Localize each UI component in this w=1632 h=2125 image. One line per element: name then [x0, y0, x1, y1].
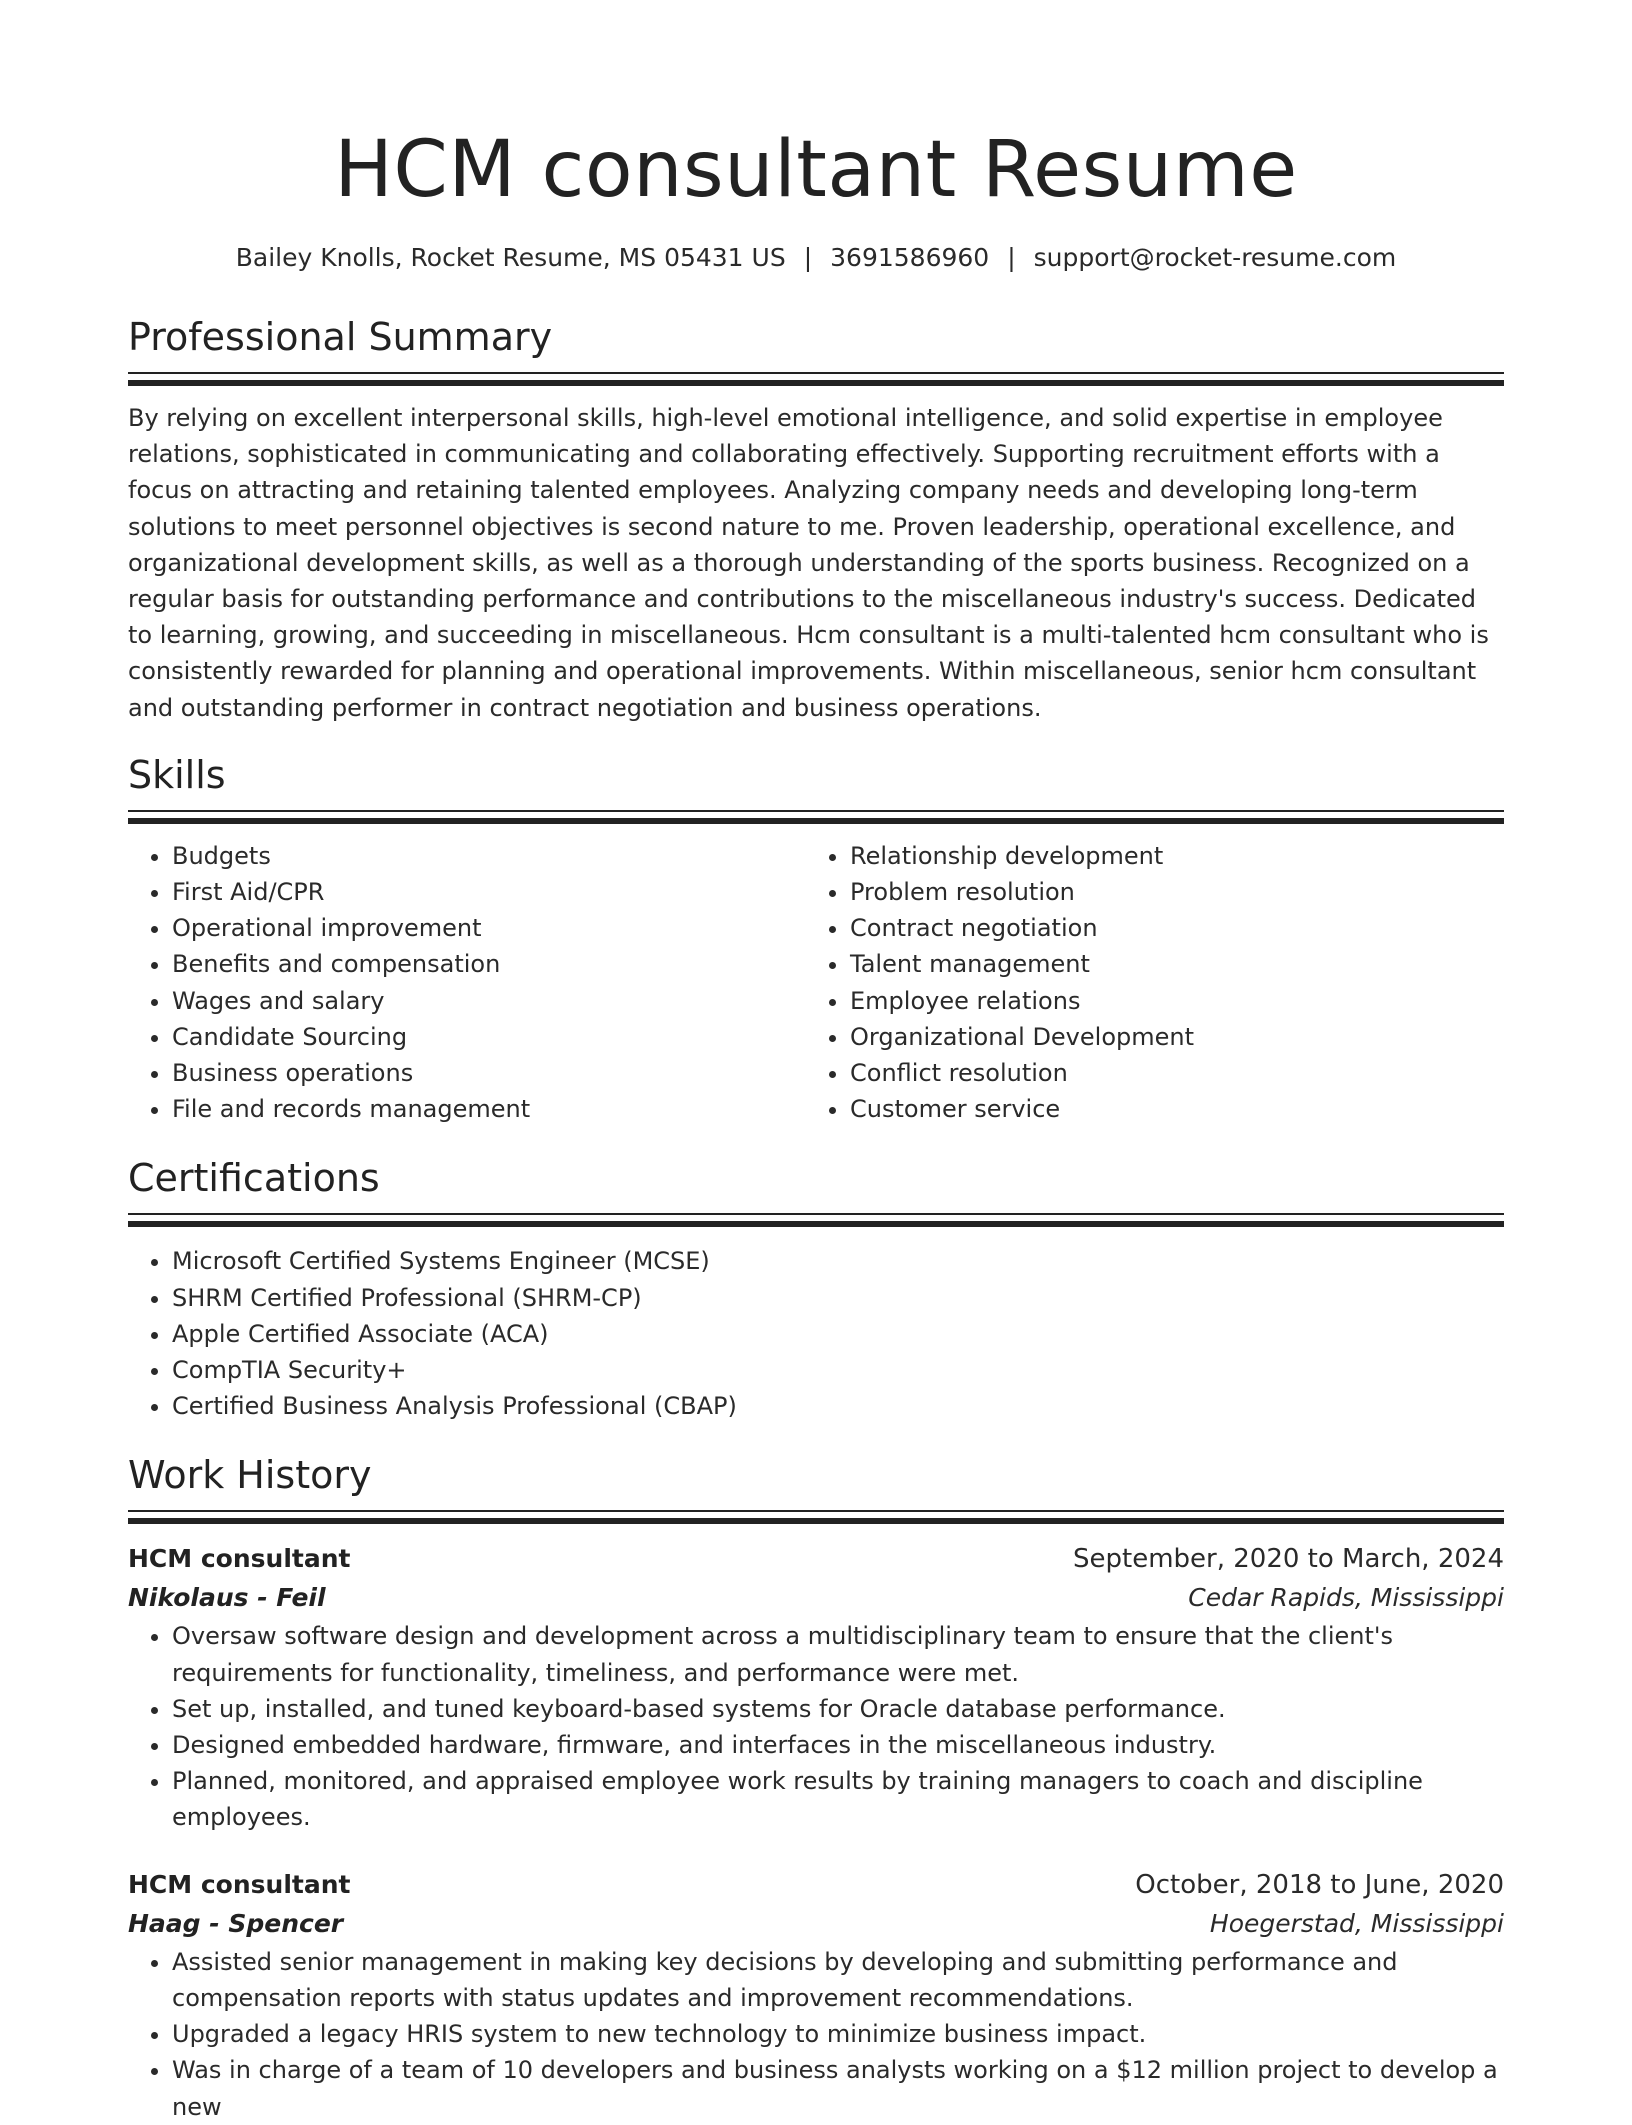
section-rule-thin [128, 1213, 1504, 1215]
skill-item: • Candidate Sourcing [172, 1019, 806, 1055]
job-header-row [128, 1540, 1504, 1578]
skills-grid [128, 838, 1504, 1128]
resume-page [128, 118, 1504, 2125]
section-rule-thin [128, 1510, 1504, 1512]
skill-item: • Contract negotiation [850, 910, 1484, 946]
certification-item: • CompTIA Security+ [172, 1352, 1504, 1388]
job-header-row [128, 1866, 1504, 1904]
certification-item: • Microsoft Certified Systems Engineer (MCSE) [172, 1243, 1504, 1279]
job-title: HCM consultant [128, 1544, 351, 1574]
skill-item: • Wages and salary [172, 983, 806, 1019]
skill-item: • Organizational Development [850, 1019, 1484, 1055]
job-dates: September, 2020 to March, 2024 [1073, 1544, 1504, 1575]
job-location: Cedar Rapids, Mississippi [1188, 1583, 1504, 1613]
certifications-list [128, 1243, 1504, 1424]
skills-column-right [806, 838, 1484, 1128]
summary-section [128, 312, 1504, 726]
job-bullets [128, 1944, 1504, 2125]
job-company: Nikolaus - Feil [128, 1583, 326, 1613]
section-rule-thick [128, 1518, 1504, 1524]
work-history-section [128, 1450, 1504, 2124]
skill-item: • Business operations [172, 1055, 806, 1091]
skills-list-left [128, 838, 806, 1128]
skill-item: • Operational improvement [172, 910, 806, 946]
section-rule-thin [128, 810, 1504, 812]
skill-item: • Conflict resolution [850, 1055, 1484, 1091]
section-rule-thick [128, 818, 1504, 824]
section-rule-thin [128, 372, 1504, 374]
contact-email: support@rocket-resume.com [1033, 243, 1397, 272]
skill-item: • Talent management [850, 946, 1484, 982]
job-bullet: • Was in charge of a team of 10 developers and business analysts working on a $12 million project to develop a new [172, 2052, 1504, 2124]
contact-phone: 3691586960 [830, 243, 990, 272]
section-rule-thick [128, 1221, 1504, 1227]
job-bullet: • Designed embedded hardware, firmware, and interfaces in the miscellaneous industry. [172, 1727, 1504, 1763]
job-entry [128, 1866, 1504, 2125]
contact-address: Bailey Knolls, Rocket Resume, MS 05431 US [235, 243, 786, 272]
job-company-row [128, 1578, 1504, 1618]
job-company-row [128, 1904, 1504, 1944]
summary-heading: Professional Summary [128, 315, 553, 359]
skill-item: • Relationship development [850, 838, 1484, 874]
contact-separator: | [1007, 243, 1016, 272]
job-bullets [128, 1618, 1504, 1835]
certifications-section [128, 1153, 1504, 1424]
certification-item: • SHRM Certified Professional (SHRM-CP) [172, 1280, 1504, 1316]
skill-item: • Budgets [172, 838, 806, 874]
summary-text: By relying on excellent interpersonal skills, high-level emotional intelligence, and solid expertise in employee relations, sophisticated in communicating and collaborating effectively. Supporting recruitment efforts with a focus on attracting and retaining talented employees. Analyzing company needs and developing long-term solutions to meet personnel objectives is second nature to me. Proven leadership, operational excellence, and organizational development skills, as well as a thorough understanding of the sports business. Recognized on a regular basis for outstanding performance and contributions to the miscellaneous industry's success. Dedicated to learning, growing, and succeeding in miscellaneous. Hcm consultant is a multi-talented hcm consultant who is consistently rewarded for planning and operational improvements. Within miscellaneous, senior hcm consultant and outstanding performer in contract negotiation and business operations. [128, 404, 1489, 722]
skill-item: • Problem resolution [850, 874, 1484, 910]
job-title: HCM consultant [128, 1869, 351, 1899]
skills-list-right [806, 838, 1484, 1128]
skill-item: • Benefits and compensation [172, 946, 806, 982]
job-entry [128, 1540, 1504, 1835]
work-history-heading: Work History [128, 1453, 372, 1498]
job-location: Hoegerstad, Mississippi [1209, 1908, 1504, 1938]
resume-title: HCM consultant Resume [334, 125, 1298, 215]
job-bullet: • Oversaw software design and development across a multidisciplinary team to ensure that the client's requirements for functionality, timeliness, and performance were met. [172, 1618, 1504, 1690]
certification-item: • Certified Business Analysis Professional (CBAP) [172, 1388, 1504, 1424]
skill-item: • File and records management [172, 1091, 806, 1127]
job-bullet: • Set up, installed, and tuned keyboard-based systems for Oracle database performance. [172, 1691, 1504, 1727]
contact-separator: | [803, 243, 813, 272]
job-bullet: • Assisted senior management in making key decisions by developing and submitting performance and compensation reports with status updates and improvement recommendations. [172, 1944, 1504, 2016]
job-dates: October, 2018 to June, 2020 [1135, 1869, 1504, 1900]
skills-section [128, 750, 1504, 1128]
job-bullet: • Upgraded a legacy HRIS system to new technology to minimize business impact. [172, 2016, 1504, 2052]
section-rule-thick [128, 380, 1504, 386]
certifications-heading: Certifications [128, 1156, 380, 1201]
certification-item: • Apple Certified Associate (ACA) [172, 1316, 1504, 1352]
job-bullet: • Planned, monitored, and appraised employee work results by training managers to coach and discipline employees. [172, 1763, 1504, 1835]
skill-item: • Customer service [850, 1091, 1484, 1127]
skill-item: • First Aid/CPR [172, 874, 806, 910]
contact-line [128, 240, 1504, 276]
skills-heading: Skills [128, 752, 226, 797]
skill-item: • Employee relations [850, 983, 1484, 1019]
job-company: Haag - Spencer [128, 1908, 344, 1938]
skills-column-left [128, 838, 806, 1128]
